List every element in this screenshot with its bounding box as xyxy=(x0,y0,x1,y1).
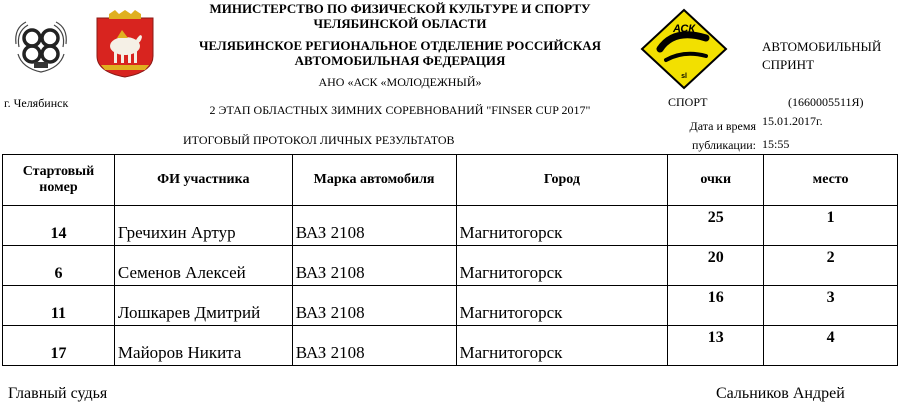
federation-line-2: АВТОМОБИЛЬНАЯ ФЕДЕРАЦИЯ xyxy=(294,53,506,68)
table-row xyxy=(3,286,898,326)
cell-city: Магнитогорск xyxy=(456,206,668,246)
cell-city: Магнитогорск xyxy=(456,326,668,366)
cell-place: 3 xyxy=(764,286,898,326)
cell-car: ВАЗ 2108 xyxy=(292,286,456,326)
header-participant: ФИ участника xyxy=(114,155,292,206)
table-header-row xyxy=(3,155,898,206)
cell-points: 13 xyxy=(668,326,764,366)
results-table xyxy=(2,154,898,366)
cell-place: 4 xyxy=(764,326,898,366)
cell-start-number: 11 xyxy=(3,286,115,326)
header-city: Город xyxy=(456,155,668,206)
publication-label xyxy=(676,117,756,155)
ask-diamond-logo-icon xyxy=(640,8,728,90)
ministry-line-2: ЧЕЛЯБИНСКОЙ ОБЛАСТИ xyxy=(313,16,487,31)
cell-start-number: 17 xyxy=(3,326,115,366)
publication-label-line-1: Дата и время xyxy=(689,119,756,133)
federation-line-1: ЧЕЛЯБИНСКОЕ РЕГИОНАЛЬНОЕ ОТДЕЛЕНИЕ РОССИЙСКАЯ xyxy=(198,38,602,53)
judge-label: Главный судья xyxy=(8,385,108,402)
header-place: место xyxy=(764,155,898,206)
sport-code: (1660005511Я) xyxy=(788,95,864,109)
discipline-line-2: СПРИНТ xyxy=(762,57,815,72)
table-row xyxy=(3,206,898,246)
protocol-title: ИТОГОВЫЙ ПРОТОКОЛ ЛИЧНЫХ РЕЗУЛЬТАТОВ xyxy=(183,133,455,147)
header-car: Марка автомобиля xyxy=(292,155,456,206)
cell-city: Магнитогорск xyxy=(456,246,668,286)
organizer: АНО «АСК «МОЛОДЕЖНЫЙ» xyxy=(318,75,482,89)
publication-time: 15:55 xyxy=(762,137,790,151)
discipline xyxy=(762,38,881,74)
cell-car: ВАЗ 2108 xyxy=(292,326,456,366)
event-title: 2 ЭТАП ОБЛАСТНЫХ ЗИМНИХ СОРЕВНОВАНИЙ "FINSER CUP 2017" xyxy=(209,103,591,117)
ask-logo-text: АСК xyxy=(672,23,696,35)
cell-participant: Семенов Алексей xyxy=(114,246,292,286)
publication-label-line-2: публикации: xyxy=(691,138,756,152)
header-start-number: Стартовый номер xyxy=(3,155,115,206)
cell-start-number: 14 xyxy=(3,206,115,246)
ministry-title xyxy=(170,1,630,31)
cell-points: 25 xyxy=(668,206,764,246)
cell-points: 16 xyxy=(668,286,764,326)
cell-place: 1 xyxy=(764,206,898,246)
cell-participant: Майоров Никита xyxy=(114,326,292,366)
cell-participant: Лошкарев Дмитрий xyxy=(114,286,292,326)
sport-label: СПОРТ xyxy=(668,95,708,109)
city-label: г. Челябинск xyxy=(4,96,69,110)
chelyabinsk-coat-of-arms-icon xyxy=(95,10,155,78)
header-points: очки xyxy=(668,155,764,206)
discipline-line-1: АВТОМОБИЛЬНЫЙ xyxy=(762,39,882,54)
cell-start-number: 6 xyxy=(3,246,115,286)
ask-logo-bottom-text: sl xyxy=(681,73,687,80)
ministry-line-1: МИНИСТЕРСТВО ПО ФИЗИЧЕСКОЙ КУЛЬТУРЕ И СПОРТУ xyxy=(209,1,591,16)
cell-participant: Гречихин Артур xyxy=(114,206,292,246)
table-row xyxy=(3,326,898,366)
cell-place: 2 xyxy=(764,246,898,286)
judge-name: Сальников Андрей xyxy=(716,385,845,402)
publication-date: 15.01.2017г. xyxy=(762,114,823,128)
federation-title xyxy=(170,38,630,68)
ministry-emblem-icon xyxy=(10,14,72,76)
table-row xyxy=(3,246,898,286)
cell-car: ВАЗ 2108 xyxy=(292,206,456,246)
cell-car: ВАЗ 2108 xyxy=(292,246,456,286)
cell-points: 20 xyxy=(668,246,764,286)
cell-city: Магнитогорск xyxy=(456,286,668,326)
